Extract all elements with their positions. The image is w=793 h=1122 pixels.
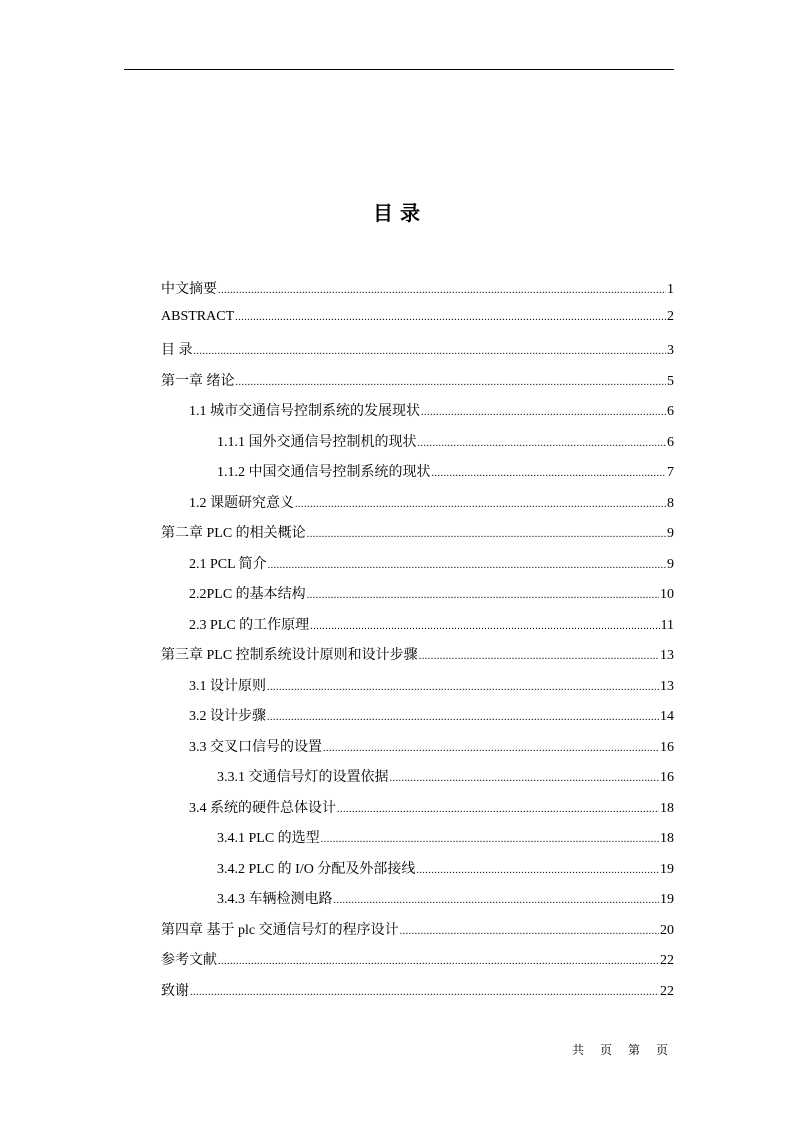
toc-entry-page: 18 — [660, 800, 674, 816]
toc-entry-label: 2.2PLC 的基本结构 — [189, 587, 306, 602]
toc-entry-label: 中文摘要 — [161, 282, 217, 297]
page-footer — [572, 1041, 684, 1058]
toc-leader-dots — [295, 499, 666, 510]
toc-entry-page: 20 — [660, 922, 674, 938]
toc-leader-dots — [218, 285, 666, 296]
toc-leader-dots — [400, 926, 659, 937]
toc-entry[interactable] — [161, 797, 674, 828]
toc-entry-page: 19 — [660, 861, 674, 877]
toc-entry-page: 9 — [667, 556, 674, 572]
footer-total-label: 共 — [572, 1043, 585, 1057]
toc-leader-dots — [418, 438, 667, 449]
toc-entry-page: 16 — [660, 770, 674, 785]
toc-entry-page: 11 — [660, 617, 674, 633]
toc-entry-label: 第二章 PLC 的相关概论 — [161, 526, 306, 541]
toc-leader-dots — [337, 804, 659, 815]
toc-entry-page: 19 — [660, 892, 674, 907]
toc-leader-dots — [218, 956, 659, 967]
toc-entry[interactable] — [161, 675, 674, 706]
toc-entry-label: 第四章 基于 plc 交通信号灯的程序设计 — [161, 922, 399, 938]
toc-leader-dots — [307, 529, 666, 540]
toc-entry[interactable] — [161, 431, 674, 462]
toc-entry-label: 第三章 PLC 控制系统设计原则和设计步骤 — [161, 648, 418, 663]
toc-leader-dots — [321, 834, 659, 845]
toc-entry-page: 22 — [660, 983, 674, 999]
toc-entry[interactable] — [161, 705, 674, 736]
toc-leader-dots — [390, 773, 660, 784]
toc-entry[interactable] — [161, 919, 674, 950]
toc-entry[interactable] — [161, 553, 674, 584]
toc-entry[interactable] — [161, 614, 674, 645]
toc-leader-dots — [268, 560, 666, 571]
toc-entry-label: 3.3.1 交通信号灯的设置依据 — [217, 770, 389, 785]
toc-entry-page: 10 — [660, 587, 674, 602]
toc-leader-dots — [416, 865, 659, 876]
toc-entry[interactable] — [161, 370, 674, 401]
toc-entry[interactable] — [161, 827, 674, 858]
toc-entry-label: 3.1 设计原则 — [189, 678, 266, 694]
toc-leader-dots — [323, 743, 659, 754]
toc-entry-label: 1.1.2 中国交通信号控制系统的现状 — [217, 465, 431, 480]
toc-leader-dots — [190, 987, 659, 998]
toc-entry-page: 14 — [660, 709, 674, 724]
toc-leader-dots — [194, 346, 667, 357]
toc-entry[interactable] — [161, 980, 674, 1011]
toc-entry-page: 5 — [667, 373, 674, 389]
toc-entry-page: 6 — [667, 434, 674, 450]
toc-leader-dots — [267, 712, 659, 723]
toc-entry[interactable] — [161, 583, 674, 614]
toc-entry-page: 16 — [660, 739, 674, 755]
toc-leader-dots — [307, 590, 659, 601]
toc-entry[interactable] — [161, 858, 674, 889]
toc-entry-page: 2 — [667, 308, 674, 324]
footer-page-unit: 页 — [600, 1043, 613, 1057]
toc-entry-label: 1.1.1 国外交通信号控制机的现状 — [217, 434, 417, 450]
toc-entry[interactable] — [161, 309, 674, 340]
toc-entry-label: ABSTRACT — [161, 308, 235, 324]
toc-entry-page: 22 — [660, 953, 674, 968]
toc-entry-page: 18 — [660, 831, 674, 846]
toc-entry[interactable] — [161, 461, 674, 492]
footer-page-unit-2: 页 — [656, 1043, 669, 1057]
toc-entry-label: 1.2 课题研究意义 — [189, 495, 294, 511]
toc-leader-dots — [310, 621, 659, 632]
toc-entry[interactable] — [161, 278, 674, 309]
toc-entry-page: 6 — [667, 404, 674, 419]
toc-entry[interactable] — [161, 400, 674, 431]
toc-entry-page: 13 — [660, 678, 674, 694]
toc-entry-label: 2.3 PLC 的工作原理 — [189, 617, 310, 633]
toc-entry[interactable] — [161, 736, 674, 767]
toc-entry-label: 3.2 设计步骤 — [189, 709, 266, 724]
toc-entry-page: 1 — [667, 282, 674, 297]
toc-entry[interactable] — [161, 949, 674, 980]
page-title: 目 录 — [373, 201, 420, 225]
footer-current-label: 第 — [628, 1043, 641, 1057]
toc-entry-label: 2.1 PCL 简介 — [189, 556, 267, 572]
toc-leader-dots — [236, 377, 667, 388]
toc-leader-dots — [421, 407, 666, 418]
toc-entry-page: 7 — [667, 465, 674, 480]
toc-entry[interactable] — [161, 522, 674, 553]
toc-entry[interactable] — [161, 766, 674, 797]
toc-entry-label: 参考文献 — [161, 953, 217, 968]
toc-entry-label: 3.4 系统的硬件总体设计 — [189, 800, 336, 816]
toc-entry-page: 9 — [667, 526, 674, 541]
toc-entry-page: 3 — [667, 343, 674, 358]
toc-leader-dots — [235, 312, 666, 323]
toc-leader-dots — [432, 468, 667, 479]
toc-entry[interactable] — [161, 888, 674, 919]
toc-leader-dots — [267, 682, 659, 693]
toc-entry[interactable] — [161, 492, 674, 523]
toc-leader-dots — [334, 895, 660, 906]
toc-entry-label: 1.1 城市交通信号控制系统的发展现状 — [189, 404, 420, 419]
toc-entry[interactable] — [161, 339, 674, 370]
toc-entry-label: 致谢 — [161, 983, 189, 999]
toc-entry-label: 第一章 绪论 — [161, 373, 235, 389]
toc-entry-label: 目 录 — [161, 343, 193, 358]
toc-leader-dots — [419, 651, 659, 662]
toc-entry-page: 13 — [660, 648, 674, 663]
toc-entry-label: 3.3 交叉口信号的设置 — [189, 739, 322, 755]
header-rule — [124, 69, 674, 70]
toc-entry-label: 3.4.2 PLC 的 I/O 分配及外部接线 — [217, 861, 416, 877]
table-of-contents — [161, 278, 674, 1010]
toc-entry-label: 3.4.3 车辆检测电路 — [217, 892, 333, 907]
toc-entry-label: 3.4.1 PLC 的选型 — [217, 831, 320, 846]
toc-entry[interactable] — [161, 644, 674, 675]
toc-entry-page: 8 — [667, 495, 674, 511]
